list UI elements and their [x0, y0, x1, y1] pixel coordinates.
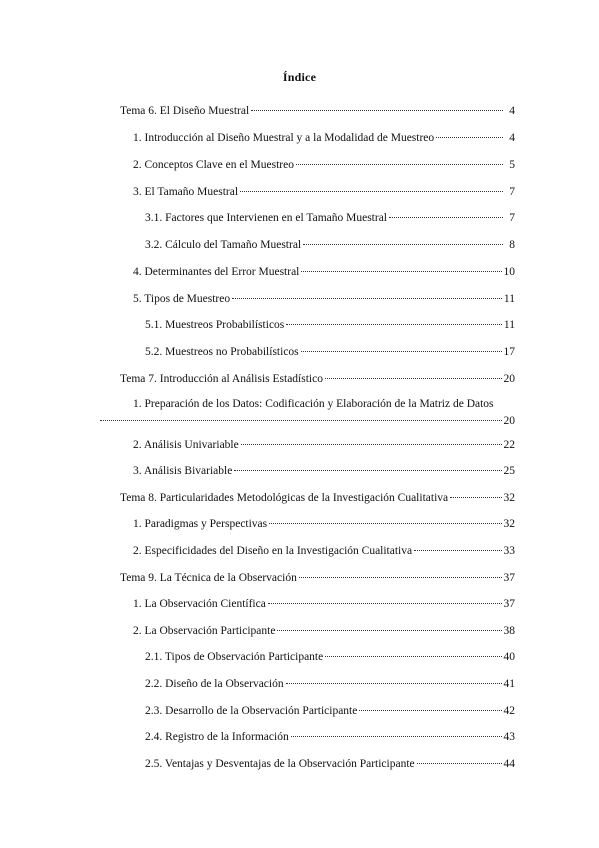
toc-entry-page: 37: [503, 572, 515, 584]
toc-entry-label: 1. La Observación Científica: [133, 598, 266, 610]
toc-entry-page: 4: [509, 132, 515, 144]
toc-entry-7-3[interactable]: [133, 463, 515, 479]
toc-entry-label: 3.1. Factores que Intervienen en el Tamaño Muestral: [145, 212, 387, 224]
toc-entry-8-1[interactable]: [133, 516, 515, 532]
toc-entry-label: 2.5. Ventajas y Desventajas de la Observación Participante: [145, 758, 415, 770]
dot-leader: [301, 271, 501, 272]
toc-entry-page: 7: [509, 186, 515, 198]
toc-entry-label: Tema 6. El Diseño Muestral: [120, 105, 250, 117]
toc-entry-label: 3.2. Cálculo del Tamaño Muestral: [145, 239, 302, 251]
toc-entry-label: 2.4. Registro de la Información: [145, 731, 289, 743]
toc-entry-label: 2. Especificidades del Diseño en la Investigación Cualitativa: [133, 545, 413, 557]
toc-entry-7-1-continuation[interactable]: [100, 413, 515, 429]
toc-entry-page: 5: [509, 159, 515, 171]
dot-leader: [269, 523, 501, 524]
dot-leader: [301, 351, 502, 352]
toc-entry-7-1[interactable]: [133, 396, 515, 412]
toc-entry-label: 4. Determinantes del Error Muestral: [133, 266, 300, 278]
toc-entry-label: 5.2. Muestreos no Probabilísticos: [145, 346, 299, 358]
dot-leader: [359, 710, 501, 711]
toc-entry-page: 40: [503, 651, 515, 663]
toc-entry-6-5-2[interactable]: [145, 344, 515, 360]
toc-entry-label: Tema 9. La Técnica de la Observación: [120, 572, 297, 584]
toc-entry-label: 1. Paradigmas y Perspectivas: [133, 518, 268, 530]
toc-entry-label: 2.3. Desarrollo de la Observación Participante: [145, 705, 358, 717]
toc-entry-page: 11: [503, 319, 515, 331]
toc-entry-label: Tema 8. Particularidades Metodológicas de la Investigación Cualitativa: [120, 492, 449, 504]
toc-entry-6-1[interactable]: [133, 130, 515, 146]
toc-entry-6-5-1[interactable]: [145, 317, 515, 333]
toc-entry-page: 17: [503, 346, 515, 358]
dot-leader: [100, 420, 502, 421]
toc-entry-page: 33: [503, 545, 515, 557]
toc-entry-9-2-3[interactable]: [145, 703, 515, 719]
toc-entry-6-3[interactable]: [133, 184, 515, 200]
toc-entry-page: 32: [503, 492, 515, 504]
toc-entry-page: 8: [509, 239, 515, 251]
toc-entry-label: 3. Análisis Bivariable: [133, 465, 233, 477]
toc-entry-label: 2.1. Tipos de Observación Participante: [145, 651, 324, 663]
toc-entry-page: 38: [503, 625, 515, 637]
toc-entry-8-2[interactable]: [133, 543, 515, 559]
dot-leader: [325, 656, 501, 657]
toc-entry-label: 5.1. Muestreos Probabilísticos: [145, 319, 285, 331]
dot-leader: [286, 324, 502, 325]
toc-entry-page: 20: [503, 373, 515, 385]
toc-entry-label: 1. Introducción al Diseño Muestral y a la Modalidad de Muestreo: [133, 132, 435, 144]
toc-entry-label: 5. Tipos de Muestreo: [133, 293, 231, 305]
dot-leader: [436, 137, 503, 138]
toc-entry-page: 32: [503, 518, 515, 530]
toc-entry-page: 42: [503, 705, 515, 717]
toc-entry-tema-7[interactable]: [120, 371, 515, 387]
toc-entry-tema-6[interactable]: [120, 103, 515, 119]
dot-leader: [251, 110, 503, 111]
toc-entry-label: 1. Preparación de los Datos: Codificación y Elaboración de la Matriz de Datos: [133, 398, 494, 410]
toc-entry-6-3-1[interactable]: [145, 210, 515, 226]
toc-entry-9-2[interactable]: [133, 623, 515, 639]
toc-entry-tema-9[interactable]: [120, 570, 515, 586]
dot-leader: [286, 683, 502, 684]
toc-entry-7-2[interactable]: [133, 437, 515, 453]
toc-entry-page: 44: [503, 758, 515, 770]
toc-entry-page: 25: [503, 465, 515, 477]
toc-entry-tema-8[interactable]: [120, 490, 515, 506]
toc-entry-label: 2. Análisis Univariable: [133, 439, 239, 451]
toc-entry-9-2-4[interactable]: [145, 729, 515, 745]
toc-entry-9-2-5[interactable]: [145, 756, 515, 772]
toc-entry-page: 10: [503, 266, 515, 278]
toc-entry-label: 3. El Tamaño Muestral: [133, 186, 239, 198]
toc-entry-9-1[interactable]: [133, 596, 515, 612]
toc-entry-9-2-2[interactable]: [145, 676, 515, 692]
toc-entry-label: 2. La Observación Participante: [133, 625, 276, 637]
toc-entry-label: 2.2. Diseño de la Observación: [145, 678, 284, 690]
dot-leader: [296, 164, 503, 165]
toc-entry-label: Tema 7. Introducción al Análisis Estadístico: [120, 373, 323, 385]
dot-leader: [414, 550, 501, 551]
toc-entry-6-3-2[interactable]: [145, 237, 515, 253]
page-title: Índice: [282, 70, 317, 84]
dot-leader: [450, 497, 501, 498]
toc-entry-9-2-1[interactable]: [145, 649, 515, 665]
dot-leader: [325, 378, 502, 379]
toc-entry-6-2[interactable]: [133, 157, 515, 173]
dot-leader: [232, 298, 502, 299]
toc-entry-page: 7: [509, 212, 515, 224]
toc-entry-page: 11: [503, 293, 515, 305]
dot-leader: [277, 630, 501, 631]
dot-leader: [303, 244, 503, 245]
dot-leader: [234, 470, 501, 471]
toc-entry-page: 43: [503, 731, 515, 743]
dot-leader: [389, 217, 503, 218]
dot-leader: [240, 191, 503, 192]
toc-entry-6-4[interactable]: [133, 264, 515, 280]
dot-leader: [268, 603, 502, 604]
toc-entry-page: 41: [503, 678, 515, 690]
toc-entry-page: 37: [503, 598, 515, 610]
dot-leader: [241, 444, 502, 445]
dot-leader: [299, 577, 502, 578]
toc-entry-label: 2. Conceptos Clave en el Muestreo: [133, 159, 294, 171]
toc-entry-6-5[interactable]: [133, 291, 515, 307]
toc-entry-page: 22: [503, 439, 515, 451]
toc-entry-page: 20: [503, 415, 515, 427]
toc-entry-page: 4: [509, 105, 515, 117]
dot-leader: [291, 736, 502, 737]
dot-leader: [417, 763, 502, 764]
